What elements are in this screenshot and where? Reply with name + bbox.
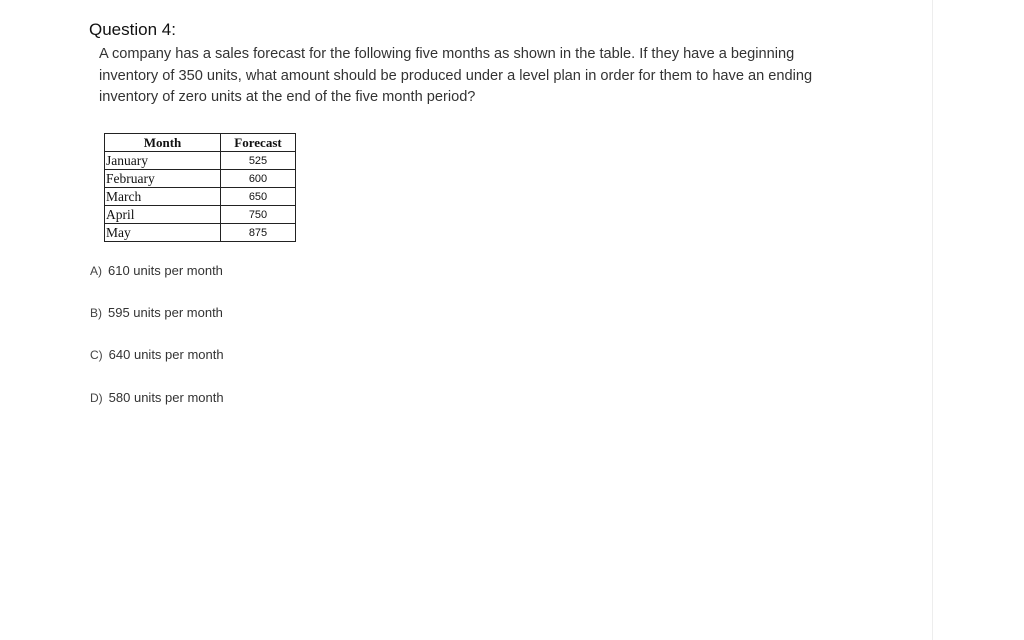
answer-option-d[interactable] bbox=[90, 390, 224, 405]
answer-text: 580 units per month bbox=[108, 390, 224, 405]
column-header-forecast: Forecast bbox=[221, 134, 296, 152]
month-cell: January bbox=[105, 152, 221, 170]
answer-letter: B) bbox=[90, 306, 102, 320]
forecast-table bbox=[104, 133, 296, 242]
forecast-cell: 750 bbox=[221, 206, 296, 224]
table-row bbox=[105, 152, 296, 170]
answer-text: 610 units per month bbox=[108, 263, 223, 278]
month-cell: March bbox=[105, 188, 221, 206]
answer-option-c[interactable] bbox=[90, 347, 224, 362]
page-right-border bbox=[932, 0, 933, 640]
forecast-cell: 875 bbox=[221, 224, 296, 242]
question-text: A company has a sales forecast for the following five months as shown in the table. If they have a beginning inventory of 350 units, what amount should be produced under a level plan in order for them to have an ending inventory of zero units at the end of the five month period? bbox=[99, 46, 813, 105]
table-header-row bbox=[105, 134, 296, 152]
forecast-cell: 600 bbox=[221, 170, 296, 188]
month-cell: April bbox=[105, 206, 221, 224]
answer-option-a[interactable] bbox=[90, 263, 223, 278]
column-header-month: Month bbox=[105, 134, 221, 152]
answer-text: 640 units per month bbox=[108, 347, 224, 362]
table-row bbox=[105, 188, 296, 206]
answer-letter: A) bbox=[90, 264, 102, 278]
forecast-cell: 650 bbox=[221, 188, 296, 206]
forecast-cell: 525 bbox=[221, 152, 296, 170]
answer-letter: D) bbox=[90, 391, 103, 405]
answer-text: 595 units per month bbox=[108, 305, 223, 320]
table-row bbox=[105, 224, 296, 242]
table-row bbox=[105, 170, 296, 188]
question-title: Question 4: bbox=[89, 20, 176, 39]
table-row bbox=[105, 206, 296, 224]
answer-option-b[interactable] bbox=[90, 305, 223, 320]
answer-letter: C) bbox=[90, 348, 103, 362]
month-cell: May bbox=[105, 224, 221, 242]
month-cell: February bbox=[105, 170, 221, 188]
